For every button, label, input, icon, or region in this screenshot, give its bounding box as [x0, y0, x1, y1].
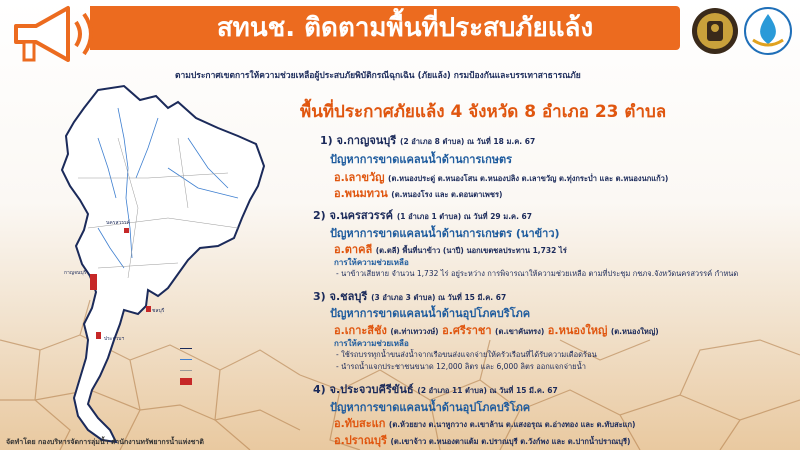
page-subtitle: ตามประกาศเขตการให้ความช่วยเหลือผู้ประสบภัยพิบัติกรณีฉุกเฉิน (ภัยแล้ง) กรมป้องกันและบรรเทาสาธารณภัย [175, 71, 581, 81]
aid-item: - นาข้าวเสียหาย จำนวน 1,732 ไร่ อยู่ระหว่าง การพิจารณาให้ความช่วยเหลือ ตามที่ประชุม กชภจ.จังหวัดนครสวรรค์ กำหนด [336, 269, 739, 278]
water-agency-logo [743, 6, 793, 56]
map-label-chonburi: ชลบุรี [152, 308, 165, 314]
district-name: อ.หนองใหญ่ [547, 324, 608, 337]
province-name: 4) จ.ประจวบคีรีขันธ์ [313, 383, 414, 396]
province-title-2 [313, 206, 532, 224]
province-name: 2) จ.นครสวรรค์ [313, 209, 393, 222]
province-detail: (1 อำเภอ 1 ตำบล) ณ วันที่ 29 ม.ค. 67 [396, 212, 532, 221]
district-subdistricts: (ต.หนองประดู่ ต.หนองโสน ต.หนองปลิง ต.เลาขวัญ ต.ทุ่งกระบ่ำ และ ต.หนองนกแก้ว) [388, 174, 669, 183]
province-detail: (2 อำเภอ 11 ตำบล) ณ วันที่ 15 มี.ค. 67 [417, 386, 558, 395]
page-title: สทนช. ติดตามพื้นที่ประสบภัยแล้ง [216, 13, 594, 43]
government-seal-logo [690, 6, 740, 56]
district-row [334, 184, 502, 202]
drought-swatch [180, 378, 192, 385]
map-label-prachuap: ประจวบฯ [104, 336, 125, 342]
problem-label: ปัญหาการขาดแคลนน้ำด้านอุปโภคบริโภค [330, 401, 531, 414]
aid-heading: การให้ความช่วยเหลือ [334, 339, 409, 348]
map-legend [180, 343, 196, 387]
footer-credit: จัดทำโดย กองบริหารจัดการลุ่มน้ำ สำนักงานทรัพยากรน้ำแห่งชาติ [6, 438, 204, 446]
province-title-4 [313, 380, 558, 398]
legend-row-river [180, 354, 196, 365]
district-name: อ.ทับสะแก [334, 417, 386, 430]
province-title-3 [313, 287, 506, 305]
district-row [334, 414, 636, 432]
district-subdistricts: (ต.ห้วยยาง ต.นาหูกวาง ต.เขาล้าน ต.แสงอรุณ ต.อ่างทอง และ ต.ทับสะแก) [388, 420, 636, 429]
aid-item: - นำรถน้ำแจกประชาชนขนาด 12,000 ลิตร และ 6,000 ลิตร ออกแจกจ่ายน้ำ [336, 362, 586, 371]
problem-label: ปัญหาการขาดแคลนน้ำด้านการเกษตร [330, 153, 513, 166]
district-subdistricts: (ต.เขาจ้าว ต.หนองตาแต้ม ต.ปราณบุรี ต.วังก์พง และ ต.ปากน้ำปราณบุรี) [390, 437, 631, 446]
district-subdistricts: (ต.ท่าเทววงษ์) [390, 327, 439, 336]
district-name: อ.เกาะสีชัง [334, 324, 387, 337]
boundary-swatch [180, 348, 192, 349]
province-detail: (3 อำเภอ 3 ตำบล) ณ วันที่ 15 มี.ค. 67 [371, 293, 507, 302]
province-swatch [180, 370, 192, 371]
thailand-map [28, 78, 278, 448]
district-name: อ.ปราณบุรี [334, 434, 387, 447]
province-title-1 [320, 131, 535, 149]
district-subdistricts: (ต.เขาคันทรง) [495, 327, 545, 336]
district-name: อ.ศรีราชา [442, 324, 492, 337]
province-name: 3) จ.ชลบุรี [313, 290, 368, 303]
district-row [334, 431, 630, 449]
drought-summary-headline: พื้นที่ประกาศภัยแล้ง 4 จังหวัด 8 อำเภอ 23 ตำบล [300, 102, 667, 122]
river-swatch [180, 359, 192, 360]
map-label-nakhonsawan: นครสวรรค์ [106, 220, 131, 226]
drought-area-kanchanaburi [90, 274, 97, 290]
district-name: อ.พนมทวน [334, 187, 388, 200]
problem-label: ปัญหาการขาดแคลนน้ำด้านอุปโภคบริโภค [330, 307, 531, 320]
drought-area-prachuap [96, 332, 101, 339]
legend-row-province [180, 365, 196, 376]
megaphone-icon [6, 2, 106, 72]
legend-row-drought [180, 376, 196, 387]
aid-item: - ใช้รถบรรทุกน้ำขนส่งน้ำจากเรือขนส่งแจกจ่ายให้ครัวเรือนที่ได้รับความเดือดร้อน [336, 350, 597, 359]
drought-area-chonburi [146, 306, 151, 312]
drought-area-nakhonsawan [124, 228, 129, 233]
district-subdistricts: (ต.ตลี) พื้นที่นาข้าว (นาปี) นอกเขตชลประทาน 1,732 ไร่ [375, 246, 567, 255]
legend-row-boundary [180, 343, 196, 354]
problem-label: ปัญหาการขาดแคลนน้ำด้านการเกษตร (นาข้าว) [330, 227, 560, 240]
district-subdistricts: (ต.หนองโรง และ ต.ดอนตาเพชร) [391, 190, 503, 199]
district-subdistricts: (ต.หนองใหญ่) [610, 327, 659, 336]
district-name: อ.เลาขวัญ [334, 171, 385, 184]
district-name: อ.ตาคลี [334, 243, 373, 256]
province-name: 1) จ.กาญจนบุรี [320, 134, 397, 147]
aid-heading: การให้ความช่วยเหลือ [334, 258, 409, 267]
province-detail: (2 อำเภอ 8 ตำบล) ณ วันที่ 18 ม.ค. 67 [400, 137, 536, 146]
map-label-kanchanaburi: กาญจนบุรี [64, 270, 87, 276]
